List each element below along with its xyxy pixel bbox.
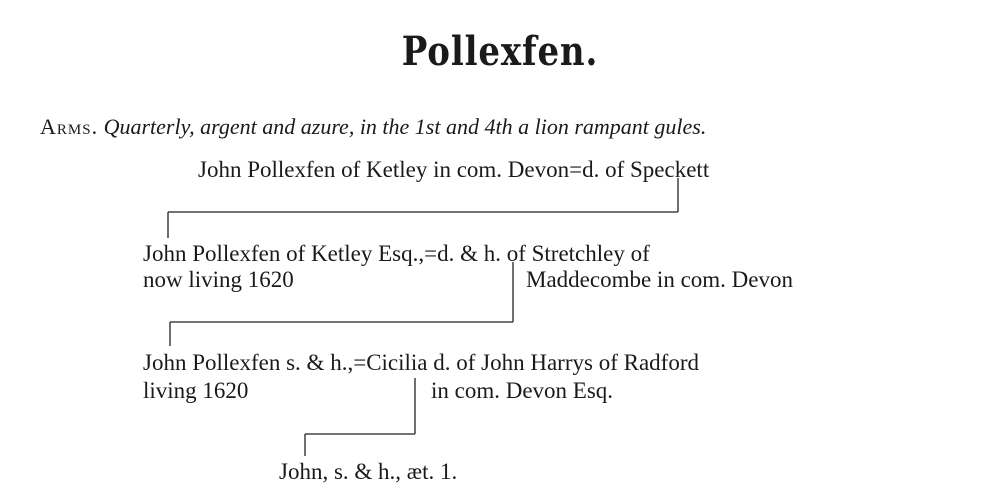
gen3-spouse-line1: Cicilia d. of John Harrys of Radford <box>366 350 699 375</box>
gen3-person-line2: living 1620 <box>143 378 249 403</box>
gen3-person-line1: John Pollexfen s. & h., <box>143 350 354 375</box>
gen1-row <box>198 156 709 184</box>
gen3-spouse-line2: in com. Devon Esq. <box>431 378 614 403</box>
family-title: Pollexfen. <box>401 28 599 75</box>
gen2-spouse-line1: d. & h. of Stretchley of <box>437 241 650 266</box>
gen1-marriage-sign: = <box>569 157 583 182</box>
gen2-marriage-sign: = <box>424 241 438 266</box>
gen3-marriage-sign: = <box>353 350 367 375</box>
gen2-person-line1-row <box>143 240 650 268</box>
arms-blazon: Quarterly, argent and azure, in the 1st and 4th a lion rampant gules. <box>103 114 707 139</box>
gen2-person-line1: John Pollexfen of Ketley Esq., <box>143 241 425 266</box>
arms-label: Arms. <box>40 114 99 139</box>
gen2-person-line2: now living 1620 <box>143 267 294 292</box>
gen3-person-line1-row <box>143 349 699 377</box>
gen1-spouse: d. of Speckett <box>582 157 710 182</box>
gen4-person: John, s. & h., æt. 1. <box>279 459 458 484</box>
gen2-spouse-line2: Maddecombe in com. Devon <box>526 267 793 292</box>
gen1-person: John Pollexfen of Ketley in com. Devon <box>198 157 570 182</box>
